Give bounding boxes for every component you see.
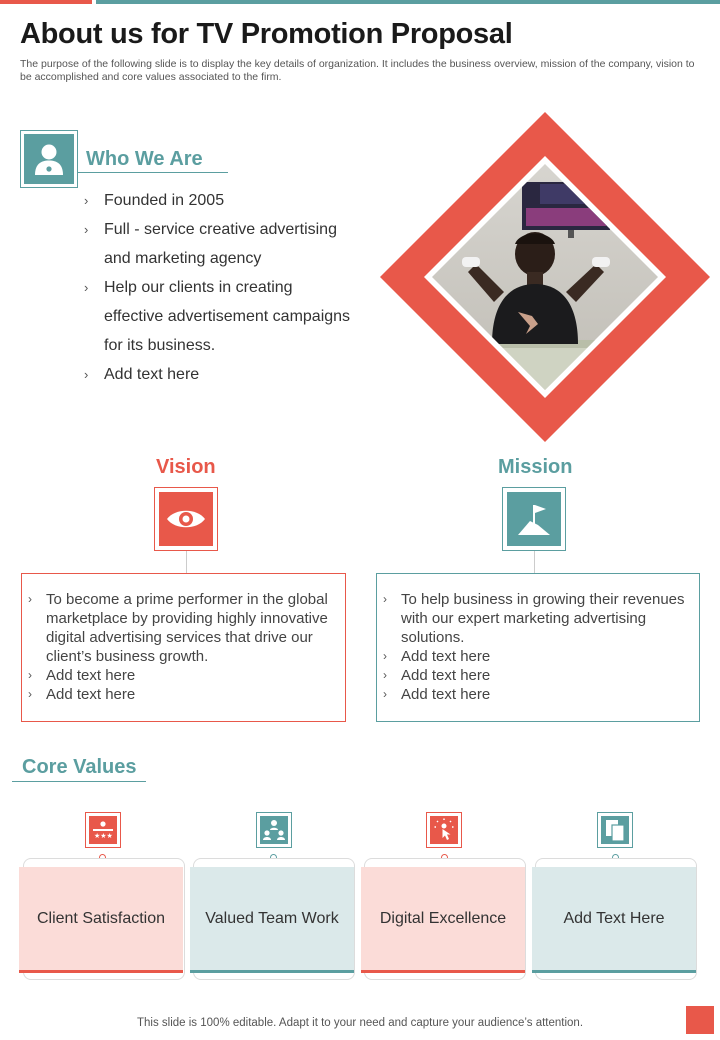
mission-icon-frame: [502, 487, 566, 551]
mission-box: [376, 573, 700, 722]
list-item: › Add text here: [383, 685, 691, 704]
core-value-icon-frame: [85, 812, 121, 848]
who-we-are-list: [84, 186, 354, 389]
eye-icon: [159, 492, 213, 546]
mission-list: [383, 590, 691, 704]
core-value-icon-frame: [597, 812, 633, 848]
list-item: › Add text here: [28, 666, 337, 685]
documents-icon: [601, 816, 629, 844]
list-item: › To help business in growing their revenues with our expert marketing advertising solutions.: [383, 590, 691, 647]
mission-connector: [534, 551, 535, 573]
vision-box: [21, 573, 346, 722]
list-item: › Full - service creative advertising and marketing agency: [84, 215, 354, 273]
list-item: › Add text here: [28, 685, 337, 704]
vision-list: [28, 590, 337, 704]
core-value-icon-frame: [426, 812, 462, 848]
list-item: › Help our clients in creating effective advertisement campaigns for its business.: [84, 273, 354, 360]
core-value-card-client-satisfaction: Client Satisfaction: [19, 867, 183, 973]
core-value-card-digital-excellence: Digital Excellence: [361, 867, 525, 973]
svg-text:★★★: ★★★: [94, 832, 113, 840]
core-value-icon-frame: [256, 812, 292, 848]
list-item: › To become a prime performer in the global marketplace by providing highly innovative digital advertising services that drive our client’s business growth.: [28, 590, 337, 666]
who-we-are-heading: Who We Are: [86, 148, 203, 170]
top-accent-bar-red: [0, 0, 92, 4]
summit-flag-icon: [507, 492, 561, 546]
page-title: About us for TV Promotion Proposal: [20, 18, 513, 50]
list-item: › Add text here: [383, 647, 691, 666]
list-item: › Founded in 2005: [84, 186, 354, 215]
who-we-are-icon-frame: [20, 130, 78, 188]
footer-accent-square: [686, 1006, 714, 1034]
vision-heading: Vision: [156, 456, 216, 478]
user-icon: [24, 134, 74, 184]
core-values-underline: [12, 781, 146, 782]
team-icon: [260, 816, 288, 844]
gamer-photo: [380, 112, 710, 442]
footer-note: This slide is 100% editable. Adapt it to your need and capture your audience’s attention.: [136, 1017, 584, 1029]
vision-connector: [186, 551, 187, 573]
vision-icon-frame: [154, 487, 218, 551]
top-accent-bar-teal: [96, 0, 720, 4]
page-subtitle: The purpose of the following slide is to display the key details of organization. It includes the business overview, mission of the company, vision to be accomplished and core values associated to the firm.: [20, 58, 695, 83]
click-icon: [430, 816, 458, 844]
core-value-card-add-text: Add Text Here: [532, 867, 696, 973]
list-item: › Add text here: [84, 360, 354, 389]
mission-heading: Mission: [498, 456, 573, 478]
who-we-are-underline: [78, 172, 228, 173]
list-item: › Add text here: [383, 666, 691, 685]
core-values-heading: Core Values: [22, 756, 137, 778]
rating-stars-icon: [89, 816, 117, 844]
diamond-photo-frame: [380, 112, 710, 442]
core-value-card-valued-team-work: Valued Team Work: [190, 867, 354, 973]
